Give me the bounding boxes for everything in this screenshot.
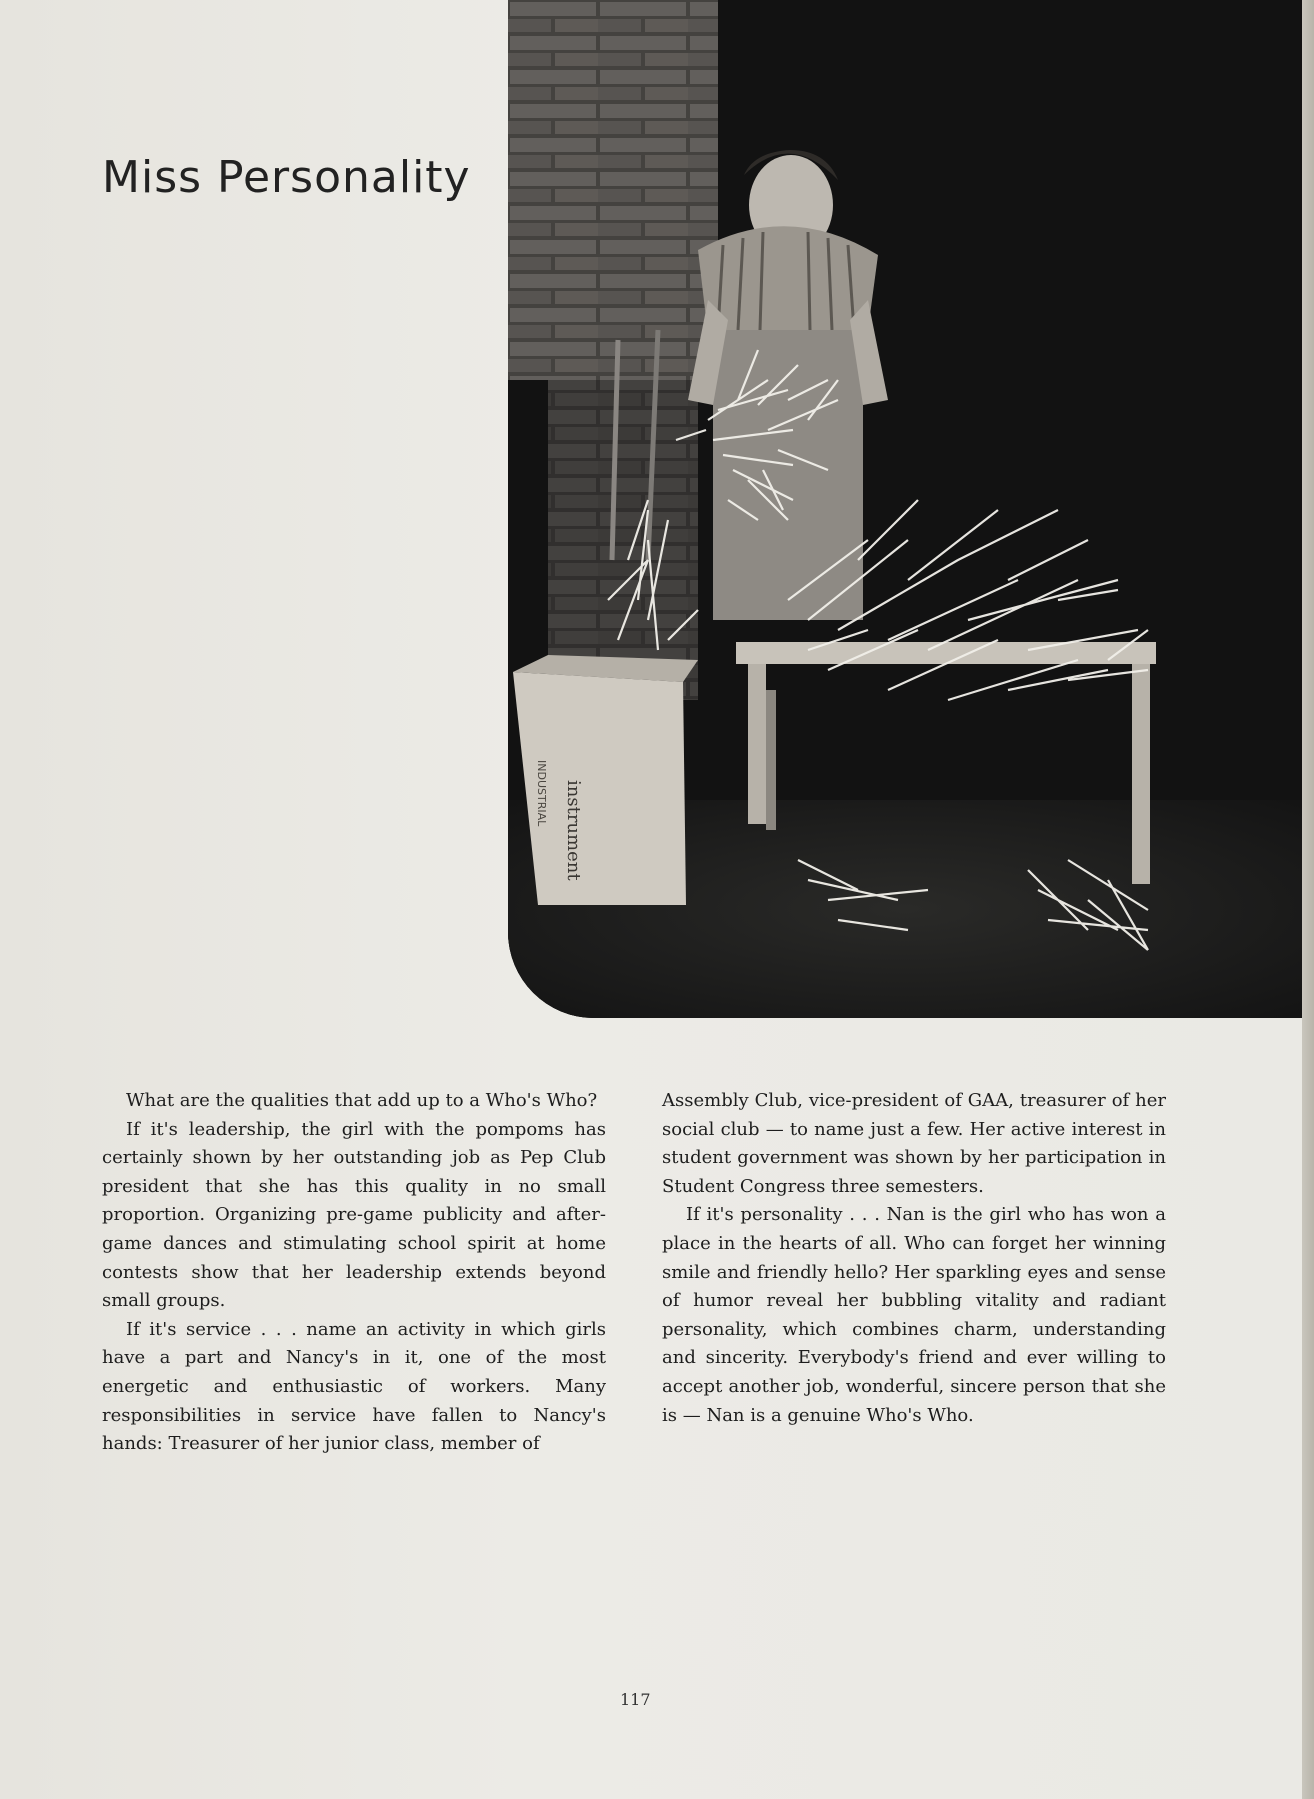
article-paragraph: If it's leadership, the girl with the pompoms has certainly shown by her outstanding job as Pep Club president that she has this quality in no small proportion. Organizing pre-game publicity and after-game dances and stimulating school spirit at home contests show that her leadership extends beyond small groups. bbox=[102, 1118, 606, 1312]
page-edge bbox=[1302, 0, 1314, 1799]
page-title: Miss Personality bbox=[102, 152, 471, 203]
article-paragraph: If it's personality . . . Nan is the girl who has won a place in the hearts of all. Who can forget her winning smile and friendly hello? Her sparkling eyes and sense of humor reveal her bubbling vitality and radiant personality, which combines charm, understanding and sincerity. Everybody's friend and ever willing to accept another job, wonderful, sincere person that she is — Nan is a genuine Who's Who. bbox=[662, 1204, 1166, 1426]
article-paragraph: What are the qualities that add up to a Who's Who? bbox=[126, 1090, 598, 1111]
box-label-text: instrument bbox=[563, 780, 584, 881]
article-paragraph: If it's service . . . name an activity in which girls have a part and Nancy's in it, one of the most energetic and enthusiastic of workers. Many responsibilities in service have fallen to Nancy's hands: Treasurer of her junior class, member of bbox=[102, 1318, 606, 1455]
pompom-photo bbox=[508, 0, 1302, 1018]
article-right-column bbox=[662, 1087, 1166, 1430]
page-number: 117 bbox=[620, 1690, 651, 1709]
box-label-industrial: INDUSTRIAL bbox=[535, 760, 548, 827]
article-paragraph: Assembly Club, vice-president of GAA, treasurer of her social club — to name just a few. Her active interest in student government was shown by her participation in Student Congress three semesters. bbox=[662, 1090, 1166, 1197]
article-left-column bbox=[102, 1087, 606, 1459]
